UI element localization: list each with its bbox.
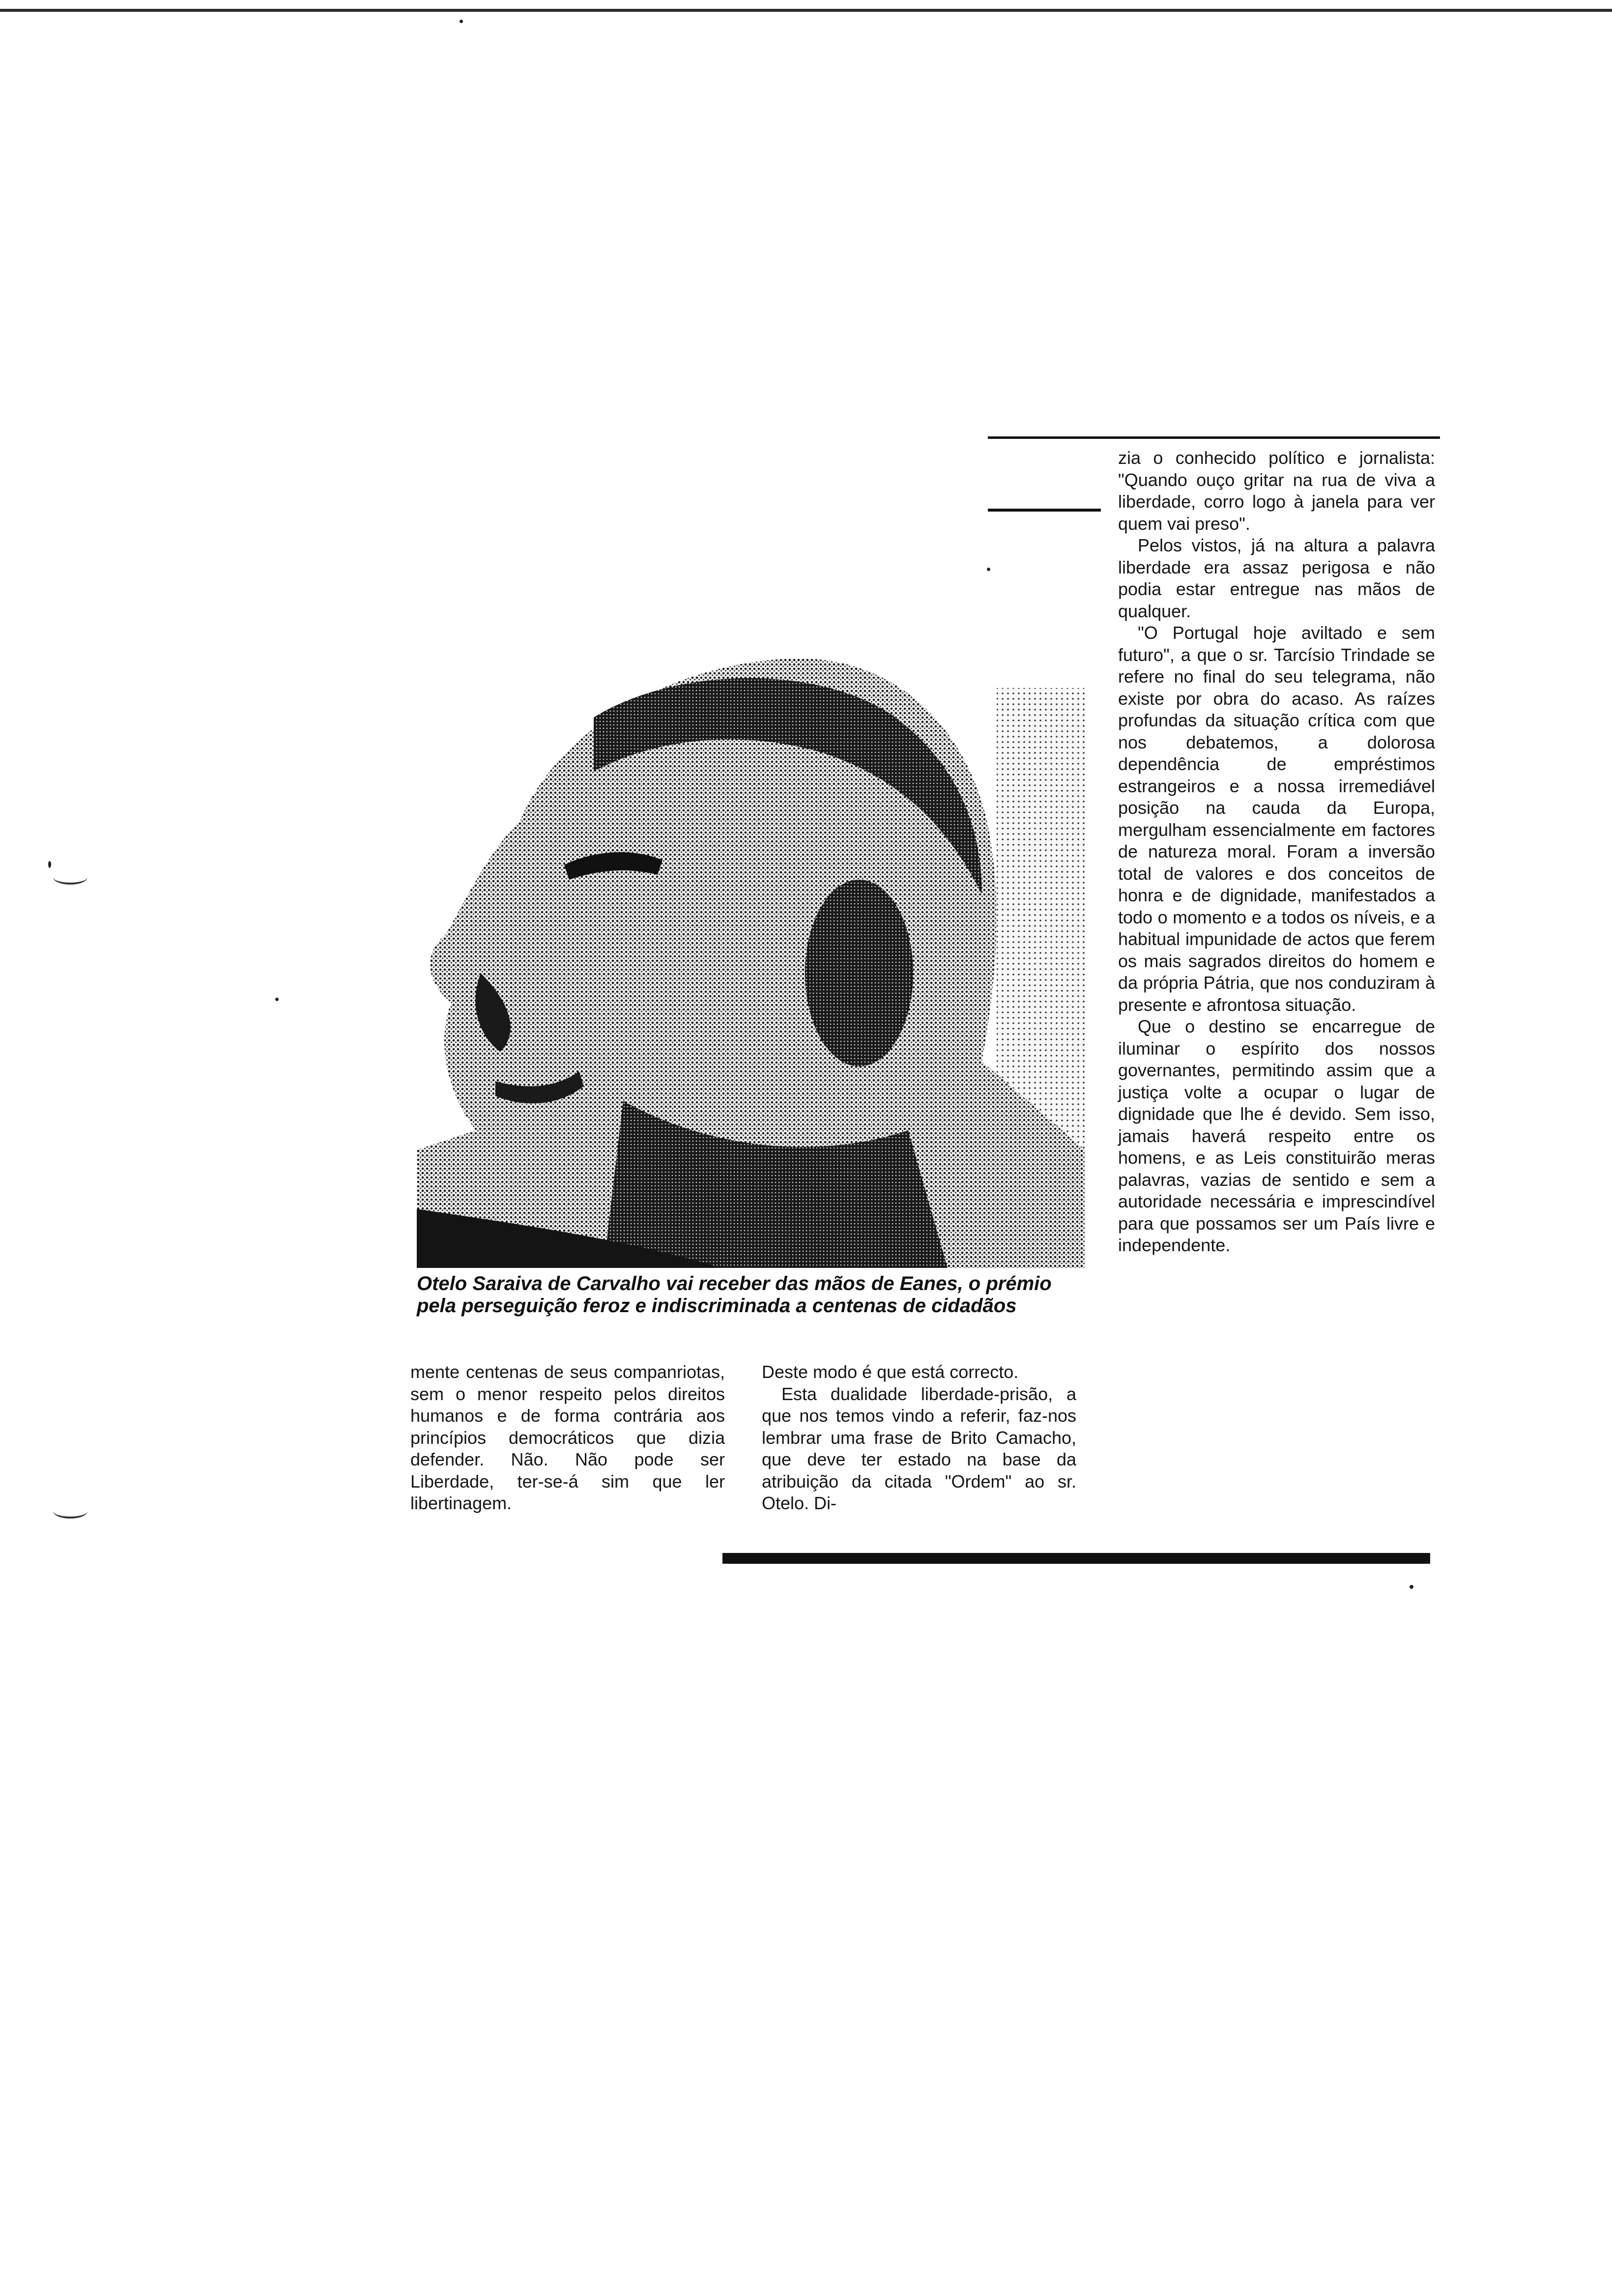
- photo-caption: Otelo Saraiva de Carvalho vai receber das mãos de Eanes, o prémio pela perseguição feroz e indiscriminada a centenas de cidadãos: [417, 1273, 1052, 1317]
- column-2-paragraph: Deste modo é que está correcto.: [762, 1362, 1019, 1382]
- column-1-paragraph: mente centenas de seus companriotas, sem o menor respeito pelos direitos humanos e de forma contrária aos princípios democráticos que dizia defender. Não. Não pode ser Liberdade, ter-se-á sim que ler libertinagem.: [410, 1362, 725, 1513]
- column-3-paragraph: Que o destino se encarregue de iluminar o espírito dos nossos governantes, permitindo assim que a justiça volte a ocupar o lugar de dignidade que lhe é devido. Sem isso, jamais haverá respeito entre os homens, e as Leis constituirão meras palavras, vazias de sentido e sem a autoridade necessária e imprescindível para que possamos ser um País livre e independente.: [1118, 1016, 1435, 1255]
- left-margin-mark: [53, 870, 87, 885]
- clipping-bottom-rule: [722, 1553, 1430, 1564]
- article-column-3: [1118, 447, 1435, 1257]
- article-column-2: [762, 1361, 1076, 1515]
- column-2-paragraph: Esta dualidade liberdade-prisão, a que nos temos vindo a referir, faz-nos lembrar uma frase de Brito Camacho, que deve ter estado na base da atribuição da citada "Ordem" ao sr. Otelo. Di-: [762, 1383, 1076, 1513]
- column-3-paragraph: Pelos vistos, já na altura a palavra liberdade era assaz perigosa e não podia estar entregue nas mãos de qualquer.: [1118, 535, 1435, 621]
- top-scan-border: [0, 9, 1612, 12]
- article-column-1: [410, 1361, 725, 1515]
- portrait-ear: [805, 880, 913, 1066]
- scan-speck: [1410, 1585, 1413, 1589]
- clipping-side-rule: [988, 509, 1101, 512]
- scan-speck: [987, 568, 990, 571]
- column-3-paragraph: "O Portugal hoje aviltado e sem futuro", a que o sr. Tarcísio Trindade se refere no final do seu telegrama, não existe por obra do acaso. As raízes profundas da situação crítica com que nos debatemos, a dolorosa dependência de empréstimos estrangeiros e a nossa irremediável posição na cauda da Europa, mergulham essencialmente em factores de natureza moral. Foram a inversão total de valores e dos conceitos de honra e de dignidade, manifestados a todo o momento e a todos os níveis, e a habitual impunidade de actos que ferem os mais sagrados direitos do homem e da própria Pátria, que nos conduziram à presente e afrontosa situação.: [1118, 623, 1435, 1015]
- portrait-photo-graphic: [417, 659, 1085, 1268]
- clipping-top-rule: [988, 436, 1440, 439]
- column-3-paragraph: zia o conhecido político e jornalista: "Quando ouço gritar na rua de viva a liberdade, corro logo à janela para ver quem vai preso".: [1118, 448, 1435, 534]
- portrait-photo: [417, 659, 1085, 1268]
- left-margin-mark: [53, 1504, 87, 1519]
- scan-speck: [275, 998, 279, 1001]
- scan-speck: [48, 861, 51, 868]
- scan-speck: [460, 20, 463, 23]
